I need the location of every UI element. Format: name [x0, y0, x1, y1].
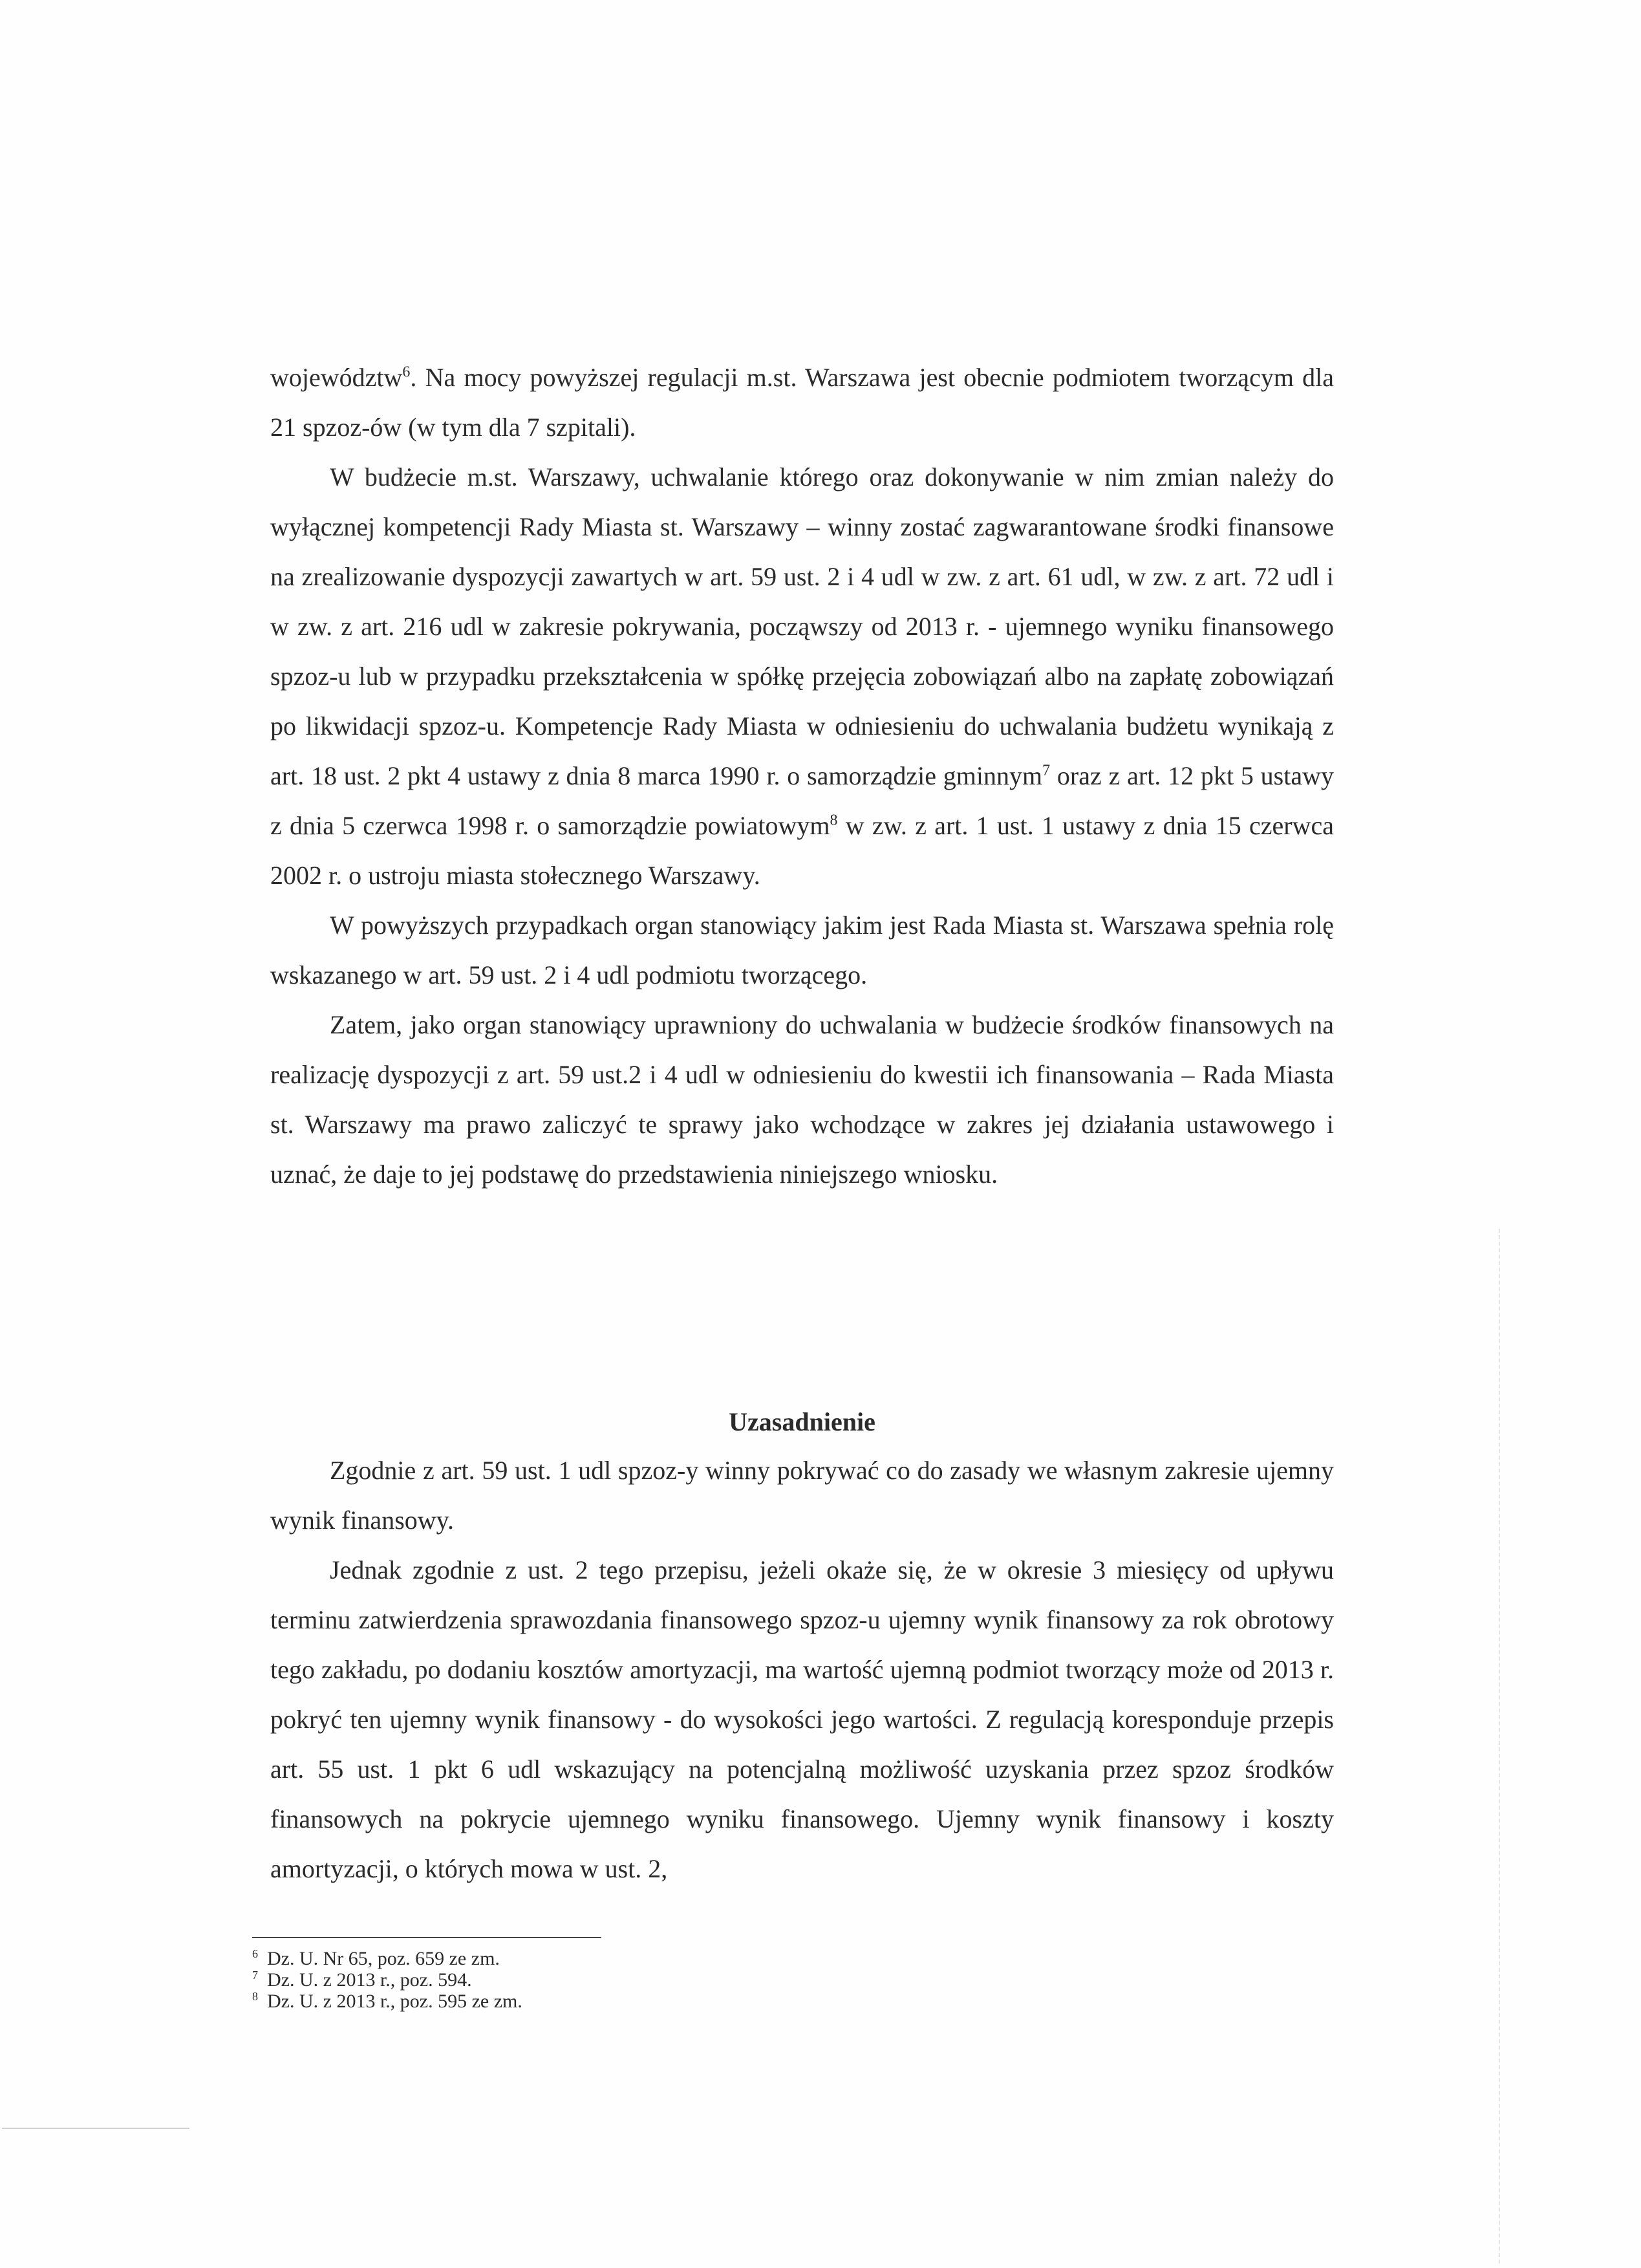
paragraph-6: Jednak zgodnie z ust. 2 tego przepisu, jeżeli okaże się, że w okresie 3 miesięcy od upływu terminu zatwierdzenia sprawozdania finansowego spzoz-u ujemny wynik finansowy za rok obrotowy tego zakładu, po dodaniu kosztów amortyzacji, ma wartość ujemną podmiot tworzący może od 2013 r. pokryć ten ujemny wynik finansowy - do wysokości jego wartości. Z regulacją koresponduje przepis art. 55 ust. 1 pkt 6 udl wskazujący na potencjalną możliwość uzyskania przez spzoz środków finansowych na pokrycie ujemnego wyniku finansowego. Ujemny wynik finansowy i koszty amortyzacji, o których mowa w ust. 2,: [270, 1555, 1334, 1883]
scan-edge-artifact: [1499, 1229, 1500, 2263]
body-text-top: [270, 352, 1334, 1199]
paragraph-1: województw$^6$. Na mocy powyższej regulacji m.st. Warszawa jest obecnie podmiotem tworzącym dla 21 spzoz-ów (w tym dla 7 szpitali).: [270, 363, 1334, 442]
footnote-ref-8: 8: [830, 812, 838, 829]
paragraph-5: Zgodnie z art. 59 ust. 1 udl spzoz-y winny pokrywać co do zasady we własnym zakresie ujemny wynik finansowy.: [270, 1456, 1334, 1535]
paragraph-3: W powyższych przypadkach organ stanowiący jakim jest Rada Miasta st. Warszawa spełnia rolę wskazanego w art. 59 ust. 2 i 4 udl podmiotu tworzącego.: [270, 911, 1334, 989]
footnote-6: $^6$ Dz. U. Nr 65, poz. 659 ze zm.: [252, 1947, 500, 1969]
section-heading: Uzasadnienie: [729, 1407, 875, 1436]
footnote-separator: [252, 1937, 601, 1938]
paragraph-4: Zatem, jako organ stanowiący uprawniony do uchwalania w budżecie środków finansowych na realizację dyspozycji z art. 59 ust.2 i 4 udl w odniesieniu do kwestii ich finansowania – Rada Miasta st. Warszawy ma prawo zaliczyć te sprawy jako wchodzące w zakres jej działania ustawowego i uznać, że daje to jej podstawę do przedstawienia niniejszego wniosku.: [270, 1010, 1334, 1189]
paragraph-2: W budżecie m.st. Warszawy, uchwalanie którego oraz dokonywanie w nim zmian należy do wyłącznej kompetencji Rady Miasta st. Warszawy – winny zostać zagwarantowane środki finansowe na zrealizowanie dyspozycji zawartych w art. 59 ust. 2 i 4 udl w zw. z art. 61 udl, w zw. z art. 72 udl i w zw. z art. 216 udl w zakresie pokrywania, począwszy od 2013 r. - ujemnego wyniku finansowego spzoz-u lub w przypadku przekształcenia w spółkę przejęcia zobowiązań albo na zapłatę zobowiązań po likwidacji spzoz-u. Kompetencje Rady Miasta w odniesieniu do uchwalania budżetu wynikają z art. 18 ust. 2 pkt 4 ustawy z dnia 8 marca 1990 r. o samorządzie gminnym$^7$ oraz z art. 12 pkt 5 ustawy z dnia 5 czerwca 1998 r. o samorządzie powiatowym$^8$ w zw. z art. 1 ust. 1 ustawy z dnia 15 czerwca 2002 r. o ustroju miasta stołecznego Warszawy.: [270, 462, 1335, 890]
scan-margin-mark: [2, 2128, 189, 2129]
footnote-8: $^8$ Dz. U. z 2013 r., poz. 595 ze zm.: [252, 1990, 522, 2012]
footnote-ref-7: 7: [1042, 762, 1051, 779]
footnote-7: $^7$ Dz. U. z 2013 r., poz. 594.: [252, 1969, 472, 1991]
footnotes: [252, 1948, 834, 2012]
footnote-ref-6: 6: [402, 363, 411, 381]
body-text-bottom: [270, 1445, 1334, 1894]
